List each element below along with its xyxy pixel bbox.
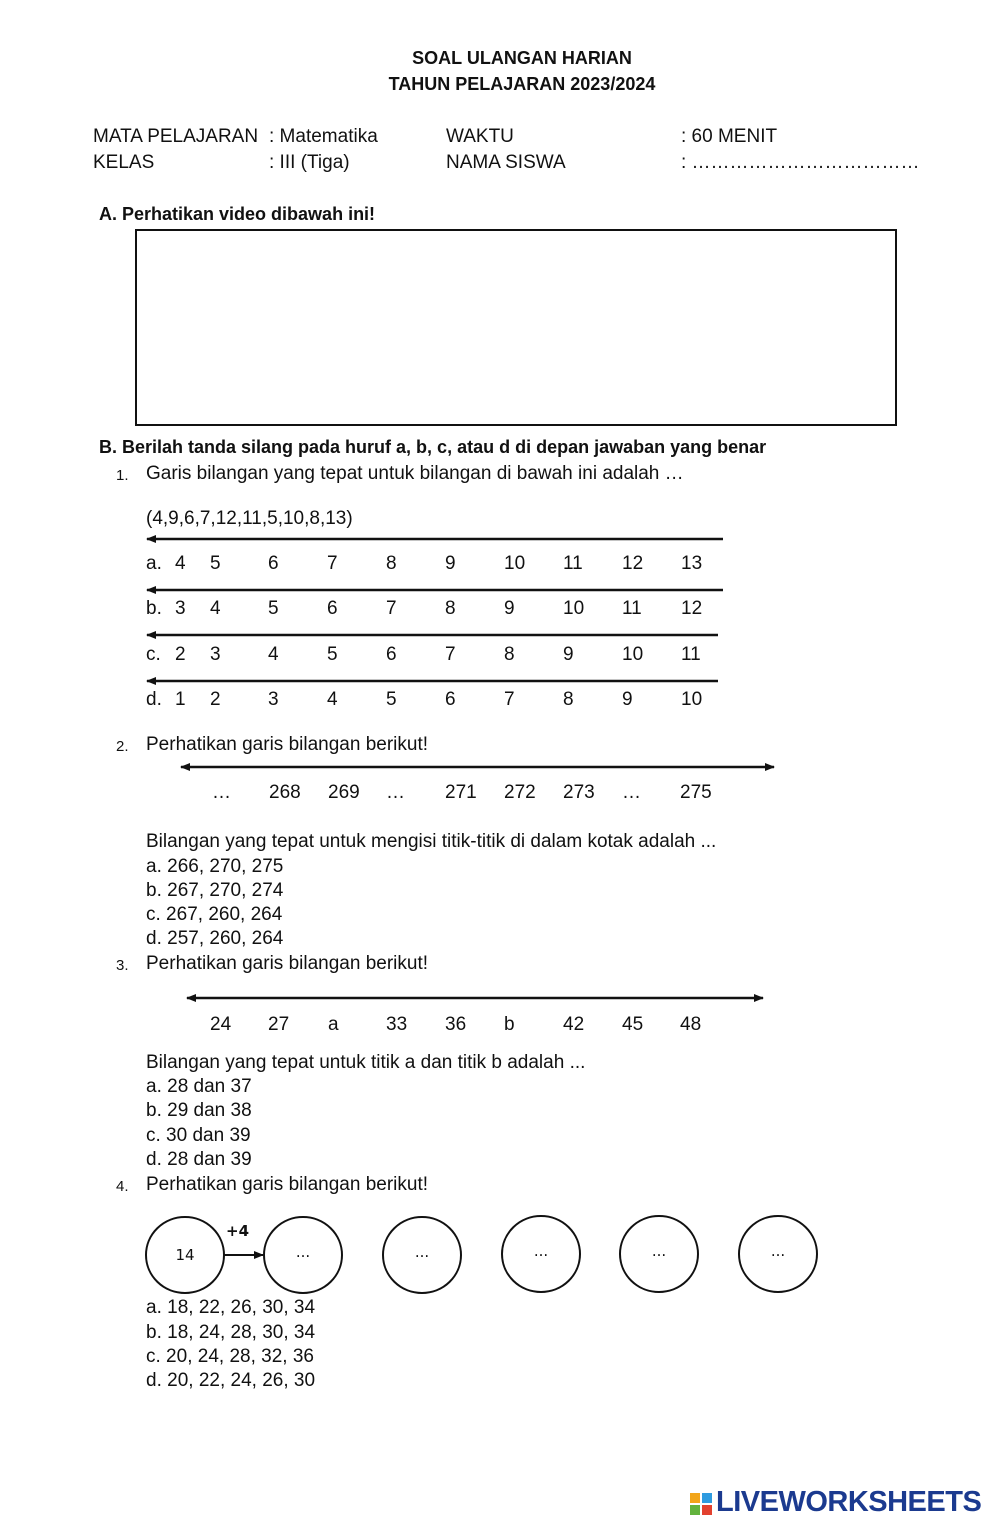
class-label: KELAS xyxy=(93,152,155,173)
q1-number-label: 9 xyxy=(563,644,574,665)
q2-line-value: 271 xyxy=(445,782,477,803)
q2-number: 2. xyxy=(116,738,129,755)
q4-circle-start-value: 14 xyxy=(175,1246,195,1264)
q1-number-label: 11 xyxy=(622,598,642,619)
time-label: WAKTU xyxy=(446,126,514,147)
q1-number-label: 12 xyxy=(622,553,644,574)
q4-text: Perhatikan garis bilangan berikut! xyxy=(146,1174,429,1195)
q1-number-label: 7 xyxy=(445,644,456,665)
q3-text: Perhatikan garis bilangan berikut! xyxy=(146,953,429,974)
student-label: NAMA SISWA xyxy=(446,152,566,173)
q4-option-b[interactable]: b. 18, 24, 28, 30, 34 xyxy=(146,1322,316,1343)
q1-number-label: 11 xyxy=(681,644,701,665)
q2-line-value: 273 xyxy=(563,782,595,803)
q1-number-label: 8 xyxy=(386,553,397,574)
q1-number-label: 5 xyxy=(210,553,221,574)
student-name-field[interactable]: : ……………………………… xyxy=(681,152,920,173)
q1-number-label: 7 xyxy=(504,689,515,710)
q3-option-d[interactable]: d. 28 dan 39 xyxy=(146,1149,252,1170)
q1-text: Garis bilangan yang tepat untuk bilangan di bawah ini adalah … xyxy=(146,463,684,484)
q1-number-label: 10 xyxy=(622,644,644,665)
q3-line-value: 24 xyxy=(210,1014,232,1035)
q1-number-label: 10 xyxy=(504,553,526,574)
q1-option-letter[interactable]: c. xyxy=(146,644,161,665)
q1-number-label: 6 xyxy=(327,598,338,619)
q4-circle-blank[interactable]: ... xyxy=(651,1242,667,1260)
q2-line-value[interactable]: … xyxy=(386,782,405,803)
q1-number-label: 9 xyxy=(445,553,456,574)
q3-line-value: 48 xyxy=(680,1014,702,1035)
q1-number-label: 3 xyxy=(175,598,186,619)
q4-step-label: +4 xyxy=(226,1222,250,1240)
q1-number-label: 4 xyxy=(210,598,221,619)
q1-number-label: 4 xyxy=(175,553,186,574)
page-title-line1: SOAL ULANGAN HARIAN xyxy=(412,48,632,68)
q2-line-value[interactable]: … xyxy=(212,782,231,803)
q4-circle-blank[interactable]: ... xyxy=(295,1243,311,1261)
liveworksheets-logo[interactable] xyxy=(690,1486,990,1522)
q1-number-label: 4 xyxy=(327,689,338,710)
q1-number-label: 2 xyxy=(175,644,186,665)
q1-number-label: 7 xyxy=(327,553,338,574)
q1-number-label: 9 xyxy=(622,689,633,710)
q3-number: 3. xyxy=(116,957,129,974)
q3-line-value: 45 xyxy=(622,1014,644,1035)
q1-number-label: 11 xyxy=(563,553,583,574)
q1-number-label: 6 xyxy=(268,553,279,574)
q1-number-label: 8 xyxy=(445,598,456,619)
q3-option-b[interactable]: b. 29 dan 38 xyxy=(146,1100,252,1121)
q2-line-value[interactable]: … xyxy=(622,782,641,803)
q2-line-value: 275 xyxy=(680,782,712,803)
section-a-heading: A. Perhatikan video dibawah ini! xyxy=(99,204,376,224)
q3-option-a[interactable]: a. 28 dan 37 xyxy=(146,1076,252,1097)
q1-number-label: 13 xyxy=(681,553,703,574)
q3-option-c[interactable]: c. 30 dan 39 xyxy=(146,1125,251,1146)
q1-number-label: 8 xyxy=(504,644,515,665)
q1-number-label: 10 xyxy=(563,598,585,619)
class-value: : III (Tiga) xyxy=(269,152,350,173)
q1-number-label: 6 xyxy=(386,644,397,665)
q3-line-value: 36 xyxy=(445,1014,467,1035)
q2-option-a[interactable]: a. 266, 270, 275 xyxy=(146,856,284,877)
q1-number-label: 3 xyxy=(268,689,279,710)
q1-option-letter[interactable]: d. xyxy=(146,689,162,710)
q1-option-letter[interactable]: a. xyxy=(146,553,162,574)
q3-line-value: 27 xyxy=(268,1014,290,1035)
q1-number-label: 12 xyxy=(681,598,703,619)
q1-number-label: 4 xyxy=(268,644,279,665)
q2-question: Bilangan yang tepat untuk mengisi titik-titik di dalam kotak adalah ... xyxy=(146,831,717,852)
subject-value: : Matematika xyxy=(269,126,378,147)
q4-option-c[interactable]: c. 20, 24, 28, 32, 36 xyxy=(146,1346,314,1367)
q2-option-c[interactable]: c. 267, 260, 264 xyxy=(146,904,283,925)
q4-circle-blank[interactable]: ... xyxy=(414,1243,430,1261)
q4-circle-blank[interactable]: ... xyxy=(533,1242,549,1260)
q3-line-value: a xyxy=(328,1014,339,1035)
q1-option-letter[interactable]: b. xyxy=(146,598,162,619)
q3-line-value: 33 xyxy=(386,1014,408,1035)
q1-number-label: 5 xyxy=(268,598,279,619)
q4-circle-blank[interactable]: ... xyxy=(770,1242,786,1260)
q2-line-value: 269 xyxy=(328,782,360,803)
q2-option-d[interactable]: d. 257, 260, 264 xyxy=(146,928,284,949)
q1-sequence: (4,9,6,7,12,11,5,10,8,13) xyxy=(146,508,353,529)
q3-line-value: 42 xyxy=(563,1014,585,1035)
q1-number-label: 6 xyxy=(445,689,456,710)
q1-number-label: 3 xyxy=(210,644,221,665)
subject-label: MATA PELAJARAN xyxy=(93,126,259,147)
section-b-heading: B. Berilah tanda silang pada huruf a, b, c, atau d di depan jawaban yang benar xyxy=(99,437,767,457)
brand-name: LIVEWORKSHEETS xyxy=(716,1486,982,1518)
q2-option-b[interactable]: b. 267, 270, 274 xyxy=(146,880,284,901)
q1-number-label: 7 xyxy=(386,598,397,619)
q1-number-label: 2 xyxy=(210,689,221,710)
q4-number: 4. xyxy=(116,1178,129,1195)
q1-number-label: 8 xyxy=(563,689,574,710)
q1-number-label: 1 xyxy=(175,689,186,710)
q3-line-value: b xyxy=(504,1014,515,1035)
liveworksheets-logo-icon xyxy=(690,1493,712,1515)
q2-text: Perhatikan garis bilangan berikut! xyxy=(146,734,429,755)
q1-number: 1. xyxy=(116,467,129,484)
q4-option-d[interactable]: d. 20, 22, 24, 26, 30 xyxy=(146,1370,316,1391)
q1-number-label: 10 xyxy=(681,689,703,710)
q1-number-label: 5 xyxy=(386,689,397,710)
time-value: : 60 MENIT xyxy=(681,126,778,147)
q2-line-value: 268 xyxy=(269,782,301,803)
q1-number-label: 9 xyxy=(504,598,515,619)
q3-question: Bilangan yang tepat untuk titik a dan titik b adalah ... xyxy=(146,1052,586,1073)
q1-number-label: 5 xyxy=(327,644,338,665)
q2-line-value: 272 xyxy=(504,782,536,803)
q4-option-a[interactable]: a. 18, 22, 26, 30, 34 xyxy=(146,1297,316,1318)
page-title-line2: TAHUN PELAJARAN 2023/2024 xyxy=(388,74,656,94)
